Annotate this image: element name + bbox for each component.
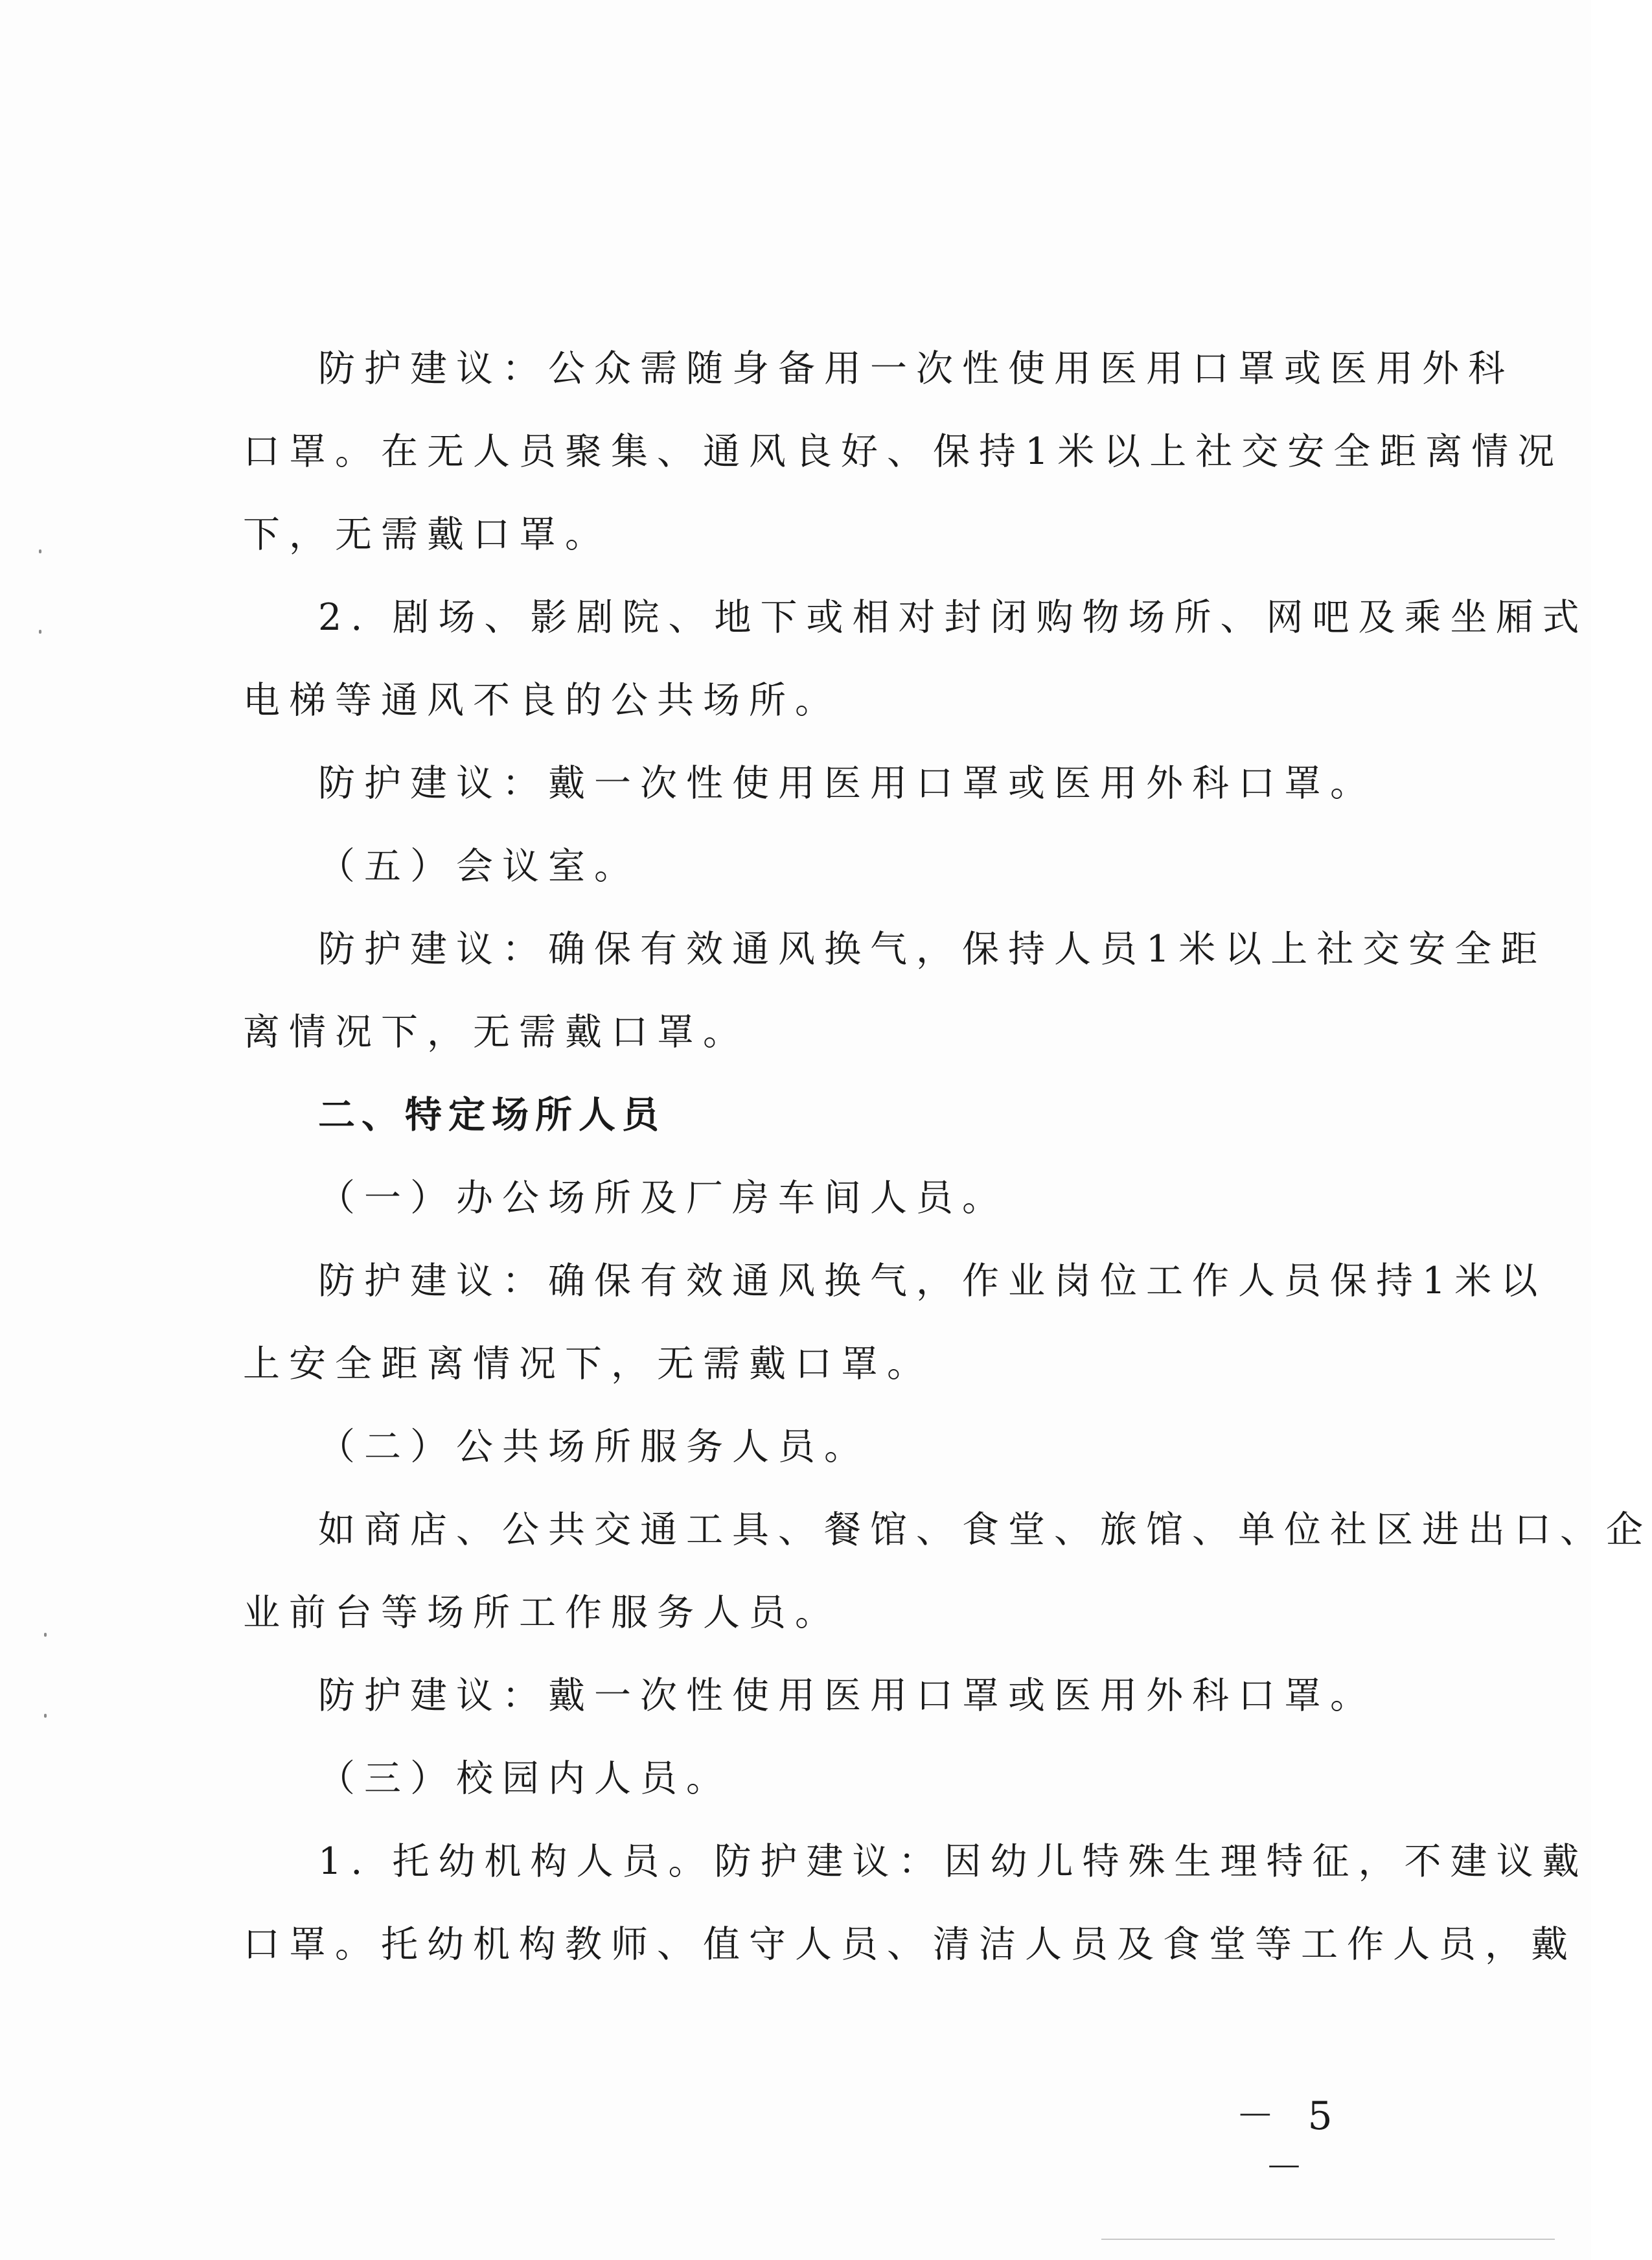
scan-edge-line [1101, 2239, 1555, 2240]
paragraph-line: 口罩。在无人员聚集、通风良好、保持1米以上社交安全距离情况 [243, 430, 1564, 473]
page-number: － 5 － [1235, 2093, 1343, 2191]
paragraph-line: 2. 剧场、影剧院、地下或相对封闭购物场所、网吧及乘坐厢式 [318, 596, 1589, 639]
subsection-heading: （一）办公场所及厂房车间人员。 [318, 1177, 1008, 1219]
paragraph-line: 如商店、公共交通工具、餐馆、食堂、旅馆、单位社区进出口、企 [318, 1508, 1652, 1551]
section-heading: 二、特定场所人员 [318, 1094, 665, 1136]
paragraph-line: 1. 托幼机构人员。防护建议：因幼儿特殊生理特征，不建议戴 [318, 1840, 1589, 1883]
subsection-heading: （三）校园内人员。 [318, 1757, 732, 1800]
paragraph-line: 离情况下，无需戴口罩。 [243, 1011, 749, 1054]
scan-speck [44, 1714, 47, 1718]
scan-speck [44, 1633, 47, 1637]
subsection-heading: （五）会议室。 [318, 845, 640, 888]
subsection-heading: （二）公共场所服务人员。 [318, 1425, 870, 1468]
paragraph-line: 防护建议：确保有效通风换气，保持人员1米以上社交安全距 [318, 928, 1547, 971]
paragraph-line: 防护建议：戴一次性使用医用口罩或医用外科口罩。 [318, 762, 1376, 805]
paragraph-line: 下，无需戴口罩。 [243, 513, 611, 556]
paragraph-line: 电梯等通风不良的公共场所。 [243, 679, 841, 722]
scan-speck [39, 549, 41, 553]
paragraph-line: 防护建议：确保有效通风换气，作业岗位工作人员保持1米以 [318, 1260, 1547, 1302]
paragraph-line: 上安全距离情况下，无需戴口罩。 [243, 1343, 933, 1385]
document-body [243, 327, 1652, 1986]
paragraph-line: 防护建议：戴一次性使用医用口罩或医用外科口罩。 [318, 1674, 1376, 1717]
paragraph-line: 防护建议：公众需随身备用一次性使用医用口罩或医用外科 [318, 347, 1514, 390]
scan-speck [39, 630, 41, 634]
paragraph-line: 业前台等场所工作服务人员。 [243, 1591, 841, 1634]
paragraph-line: 口罩。托幼机构教师、值守人员、清洁人员及食堂等工作人员，戴 [243, 1923, 1577, 1966]
